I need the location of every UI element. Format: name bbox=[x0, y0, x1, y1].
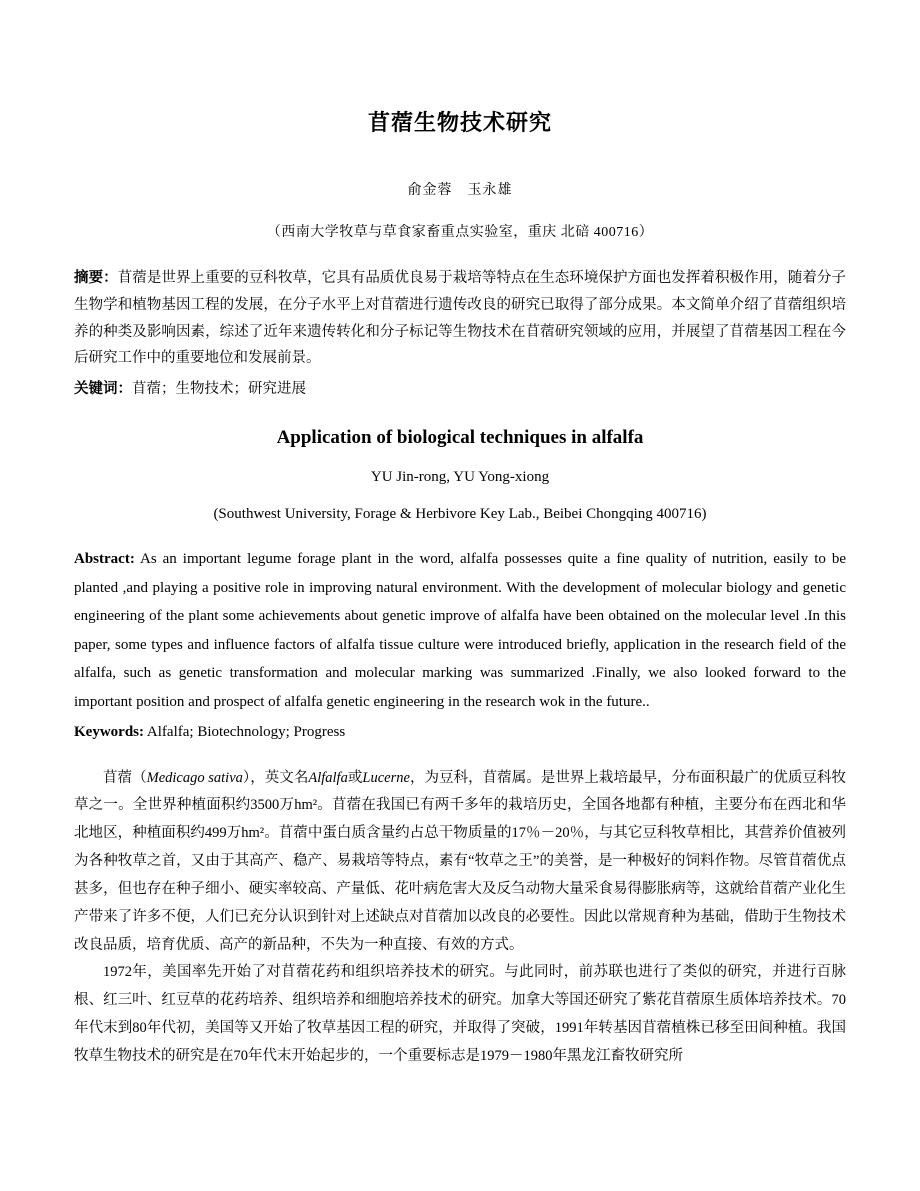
chinese-abstract-label: 摘要： bbox=[74, 270, 118, 286]
english-abstract-label: Abstract: bbox=[74, 551, 135, 568]
lucerne-name-italic: Lucerne bbox=[362, 769, 410, 786]
english-keywords-label: Keywords: bbox=[74, 724, 144, 741]
paragraph1-part-d: ，为豆科，苜蓿属。是世界上栽培最早，分布面积最广的优质豆科牧草之一。全世界种植面积约3500万hm²。苜蓿在我国已有两千多年的栽培历史，全国各地都有种植，主要分布在西北和华北地区，种植面积约499万hm²。苜蓿中蛋白质含量约占总干物质量的17％－20％，与其它豆科牧草相比，其营养价值被列为各种牧草之首，又由于其高产、稳产、易栽培等特点，素有“牧草之王”的美誉，是一种极好的饲料作物。尽管苜蓿优点甚多，但也存在种子细小、硬实率较高、产量低、花叶病危害大及反刍动物大量采食易得膨胀病等，这就给苜蓿产业化生产带来了许多不便，人们已充分认识到针对上述缺点对苜蓿加以改良的必要性。因此以常规育种为基础，借助于生物技术改良品质，培育优质、高产的新品种，不失为一种直接、有效的方式。 bbox=[74, 769, 847, 953]
paragraph1-part-c: 或 bbox=[347, 769, 363, 786]
paragraph1-part-a: 苜蓿（ bbox=[103, 769, 147, 786]
english-abstract bbox=[74, 545, 846, 716]
alfalfa-name-italic: Alfalfa bbox=[308, 769, 348, 786]
body-paragraph-1 bbox=[74, 765, 846, 960]
chinese-keywords bbox=[74, 376, 846, 403]
species-name-italic: Medicago sativa bbox=[146, 769, 243, 786]
chinese-abstract-text: 苜蓿是世界上重要的豆科牧草，它具有品质优良易于栽培等特点在生态环境保护方面也发挥着积极作用，随着分子生物学和植物基因工程的发展，在分子水平上对苜蓿进行遗传改良的研究已取得了部分成果。本文简单介绍了苜蓿组织培养的种类及影响因素，综述了近年来遗传转化和分子标记等生物技术在苜蓿研究领域的应用，并展望了苜蓿基因工程在今后研究工作中的重要地位和发展前景。 bbox=[74, 270, 846, 367]
paragraph1-part-b: ），英文名 bbox=[242, 769, 309, 786]
chinese-affiliation: （西南大学牧草与草食家畜重点实验室，重庆 北碚 400716） bbox=[266, 225, 654, 240]
english-affiliation: (Southwest University, Forage & Herbivore Key Lab., Beibei Chongqing 400716) bbox=[213, 506, 707, 523]
chinese-abstract bbox=[74, 265, 846, 372]
chinese-keywords-label: 关键词： bbox=[74, 381, 132, 398]
english-keywords bbox=[74, 718, 846, 747]
english-title: Application of biological techniques in alfalfa bbox=[276, 427, 644, 449]
page-title: 苜蓿生物技术研究 bbox=[367, 110, 552, 135]
english-authors: YU Jin-rong, YU Yong-xiong bbox=[370, 469, 550, 486]
chinese-authors: 俞金蓉 玉永雄 bbox=[407, 183, 513, 198]
chinese-keywords-text: 苜蓿；生物技术；研究进展 bbox=[132, 381, 306, 398]
body-paragraph-2: 1972年，美国率先开始了对苜蓿花药和组织培养技术的研究。与此同时，前苏联也进行了类似的研究，并进行百脉根、红三叶、红豆草的花药培养、组织培养和细胞培养技术的研究。加拿大等国还研究了紫花苜蓿原生质体培养技术。70年代末到80年代初，美国等又开始了牧草基因工程的研究，并取得了突破，1991年转基因苜蓿植株已移至田间种植。我国牧草生物技术的研究是在70年代末开始起步的，一个重要标志是1979－1980年黑龙江畜牧研究所 bbox=[74, 964, 846, 1064]
english-abstract-text: As an important legume forage plant in the word, alfalfa possesses quite a fine quality of nutrition, easily to be planted ,and playing a positive role in improving natural environment. With the development of molecular biology and genetic engineering of the plant some achievements about genetic improve of alfalfa have been obtained on the molecular level .In this paper, some types and influence factors of alfalfa tissue culture were introduced briefly, application in the research field of the alfalfa, such as genetic transformation and molecular marking was summarized .Finally, we also looked forward to the important position and prospect of alfalfa genetic engineering in the research wok in the future.. bbox=[74, 551, 846, 710]
english-keywords-text: Alfalfa; Biotechnology; Progress bbox=[144, 724, 346, 741]
